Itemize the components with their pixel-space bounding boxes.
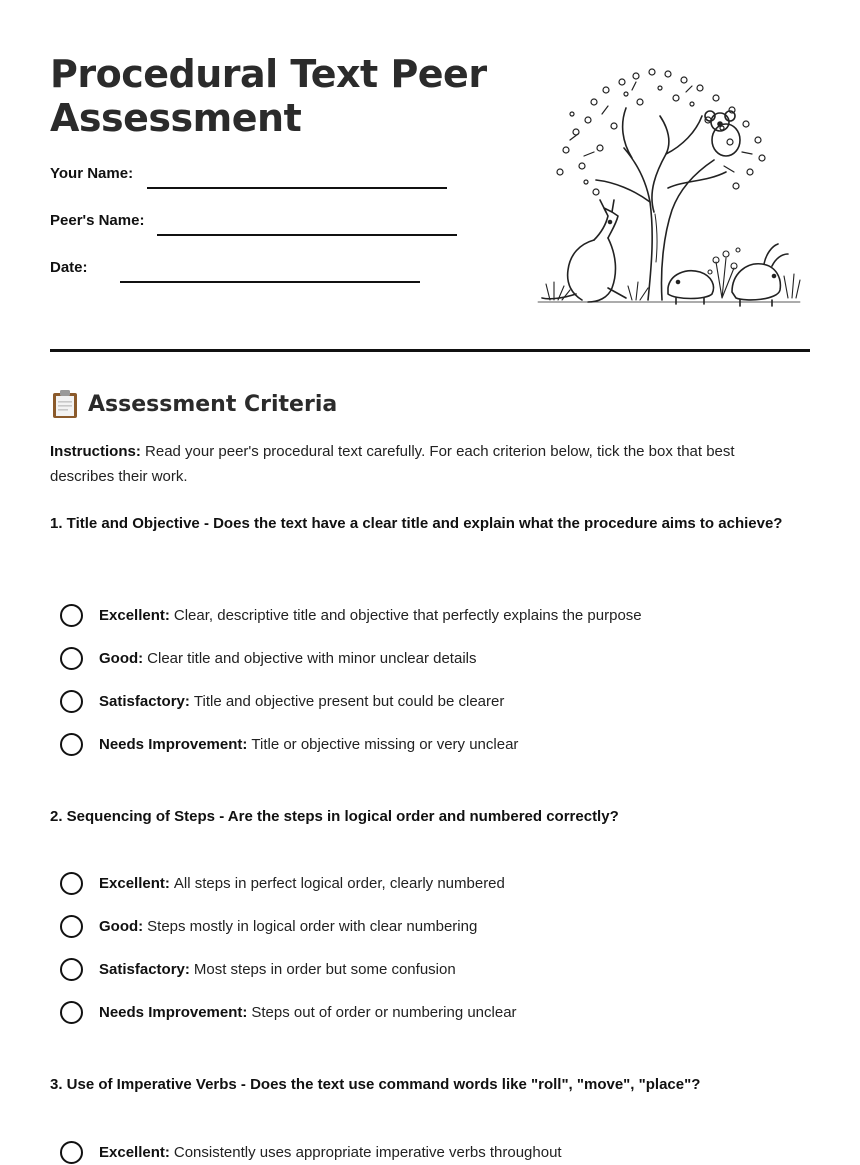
option-level: Excellent: <box>99 874 170 892</box>
date-field[interactable] <box>50 259 88 276</box>
option-level: Needs Improvement: <box>99 735 248 753</box>
question-3-title: 3. Use of Imperative Verbs - Does the text use command words like "roll", "move", "place"? <box>50 1076 701 1093</box>
page-title: Procedural Text Peer Assessment <box>50 52 487 140</box>
tree-animals-illustration <box>536 62 802 308</box>
option-level: Needs Improvement: <box>99 1003 248 1021</box>
option-text: Steps mostly in logical order with clear numbering <box>147 917 478 935</box>
radio-button[interactable] <box>60 1001 83 1024</box>
your-name-label: Your Name: <box>50 165 134 182</box>
peer-name-line[interactable] <box>157 234 457 236</box>
option-level: Satisfactory: <box>99 692 190 710</box>
option-text: All steps in perfect logical order, clearly numbered <box>173 874 505 892</box>
assessment-criteria-heading <box>50 389 337 419</box>
your-name-field[interactable] <box>50 165 133 182</box>
option-level: Good: <box>99 649 144 667</box>
option-level: Excellent: <box>99 606 170 624</box>
option-text: Clear title and objective with minor unclear details <box>147 649 477 667</box>
clipboard-icon <box>50 389 80 419</box>
question-2-option-needs-improvement[interactable] <box>60 999 517 1025</box>
question-2-option-good[interactable] <box>60 913 477 939</box>
question-1-option-satisfactory[interactable] <box>60 688 504 714</box>
option-text: Consistently uses appropriate imperative verbs throughout <box>173 1143 562 1161</box>
question-2-title: 2. Sequencing of Steps - Are the steps in logical order and numbered correctly? <box>50 808 619 825</box>
question-1-option-excellent[interactable] <box>60 602 642 628</box>
radio-button[interactable] <box>60 915 83 938</box>
instructions <box>50 439 800 489</box>
section-title: Assessment Criteria <box>88 391 338 417</box>
radio-button[interactable] <box>60 690 83 713</box>
peer-name-label: Peer's Name: <box>50 212 145 229</box>
option-level: Satisfactory: <box>99 960 190 978</box>
instructions-text: Read your peer's procedural text carefully. For each criterion below, tick the box that best describes their work. <box>50 443 735 485</box>
question-1-option-needs-improvement[interactable] <box>60 731 518 757</box>
your-name-line[interactable] <box>147 187 447 189</box>
radio-button[interactable] <box>60 647 83 670</box>
question-2-option-satisfactory[interactable] <box>60 956 456 982</box>
question-2-option-excellent[interactable] <box>60 870 505 896</box>
date-label: Date: <box>50 259 88 276</box>
question-3-option-excellent[interactable] <box>60 1139 562 1165</box>
date-line[interactable] <box>120 281 420 283</box>
instructions-label: Instructions: <box>50 443 141 460</box>
option-level: Excellent: <box>99 1143 170 1161</box>
radio-button[interactable] <box>60 604 83 627</box>
header-divider <box>50 349 810 352</box>
option-level: Good: <box>99 917 144 935</box>
option-text: Most steps in order but some confusion <box>193 960 456 978</box>
peer-name-field[interactable] <box>50 212 144 229</box>
option-text: Title and objective present but could be clearer <box>193 692 505 710</box>
option-text: Steps out of order or numbering unclear <box>251 1003 517 1021</box>
radio-button[interactable] <box>60 958 83 981</box>
radio-button[interactable] <box>60 733 83 756</box>
option-text: Title or objective missing or very unclear <box>251 735 519 753</box>
option-text: Clear, descriptive title and objective that perfectly explains the purpose <box>173 606 642 624</box>
question-1-title: 1. Title and Objective - Does the text have a clear title and explain what the procedure aims to achieve? <box>50 515 783 532</box>
radio-button[interactable] <box>60 1141 83 1164</box>
radio-button[interactable] <box>60 872 83 895</box>
question-1-option-good[interactable] <box>60 645 476 671</box>
